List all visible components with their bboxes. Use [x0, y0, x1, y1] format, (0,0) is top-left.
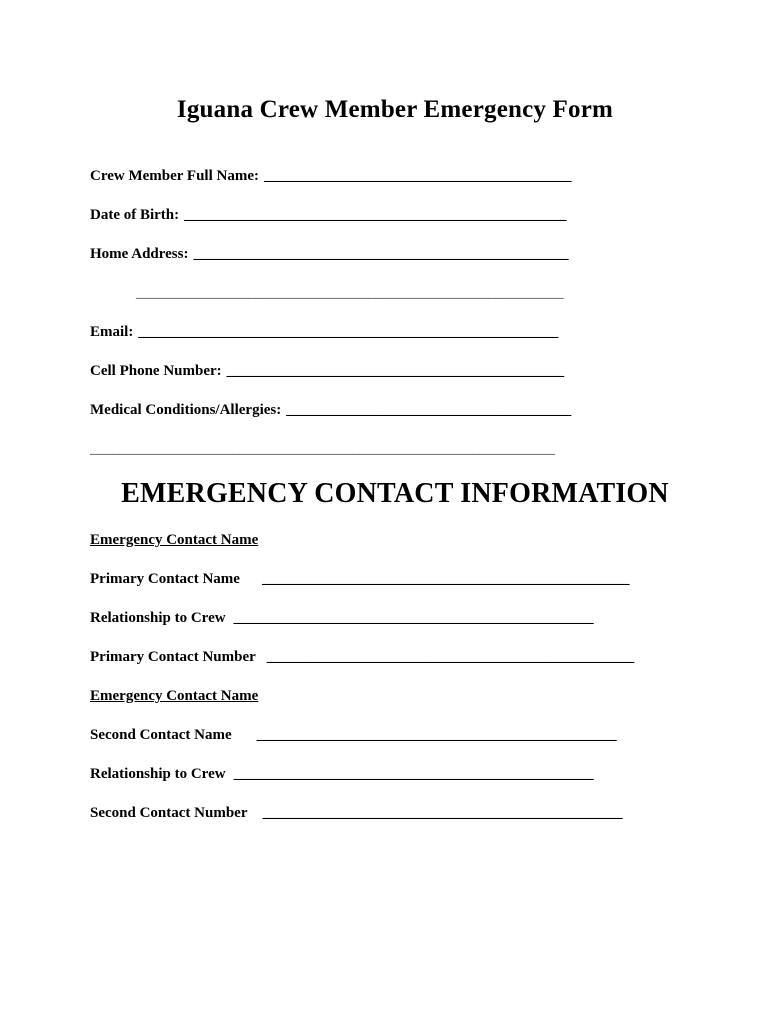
cell-phone-number-blank[interactable]: _____________________________________________ [226, 363, 565, 379]
home-address-blank[interactable]: __________________________________________________ [193, 246, 569, 262]
second-contact-number-label: Second Contact Number [90, 805, 248, 821]
date-of-birth-blank[interactable]: ___________________________________________________ [184, 207, 567, 223]
field-medical-conditions-allergies [90, 400, 700, 420]
field-email [90, 322, 700, 342]
date-of-birth-label: Date of Birth: [90, 207, 180, 223]
medical-conditions-continuation-blank[interactable]: ______________________________________________________________ [90, 441, 555, 457]
home-address-label: Home Address: [90, 246, 189, 262]
form-title: Iguana Crew Member Emergency Form [176, 96, 614, 123]
home-address-continuation-blank[interactable]: _________________________________________________________ [136, 285, 564, 301]
secondary-emergency-contact-heading: Emergency Contact Name [90, 688, 259, 704]
emergency-contact-section-heading: EMERGENCY CONTACT INFORMATION [121, 478, 669, 509]
cell-phone-number-label: Cell Phone Number: [90, 363, 222, 379]
primary-contact-number-label: Primary Contact Number [90, 649, 256, 665]
second-contact-number-blank[interactable]: ________________________________________________ [262, 805, 623, 821]
field-date-of-birth [90, 205, 700, 225]
crew-member-full-name-blank[interactable]: _________________________________________ [263, 168, 572, 184]
email-blank[interactable]: ________________________________________________________ [138, 324, 559, 340]
field-primary-contact-name [90, 569, 700, 589]
field-primary-relationship-to-crew [90, 608, 700, 628]
medical-conditions-allergies-blank[interactable]: ______________________________________ [286, 402, 572, 418]
second-relationship-to-crew-label: Relationship to Crew [90, 766, 226, 782]
primary-contact-name-label: Primary Contact Name [90, 571, 240, 587]
medical-conditions-allergies-label: Medical Conditions/Allergies: [90, 402, 282, 418]
field-home-address [90, 244, 700, 264]
field-medical-conditions-continuation [90, 439, 700, 459]
second-contact-name-blank[interactable]: ________________________________________________ [256, 727, 617, 743]
field-second-contact-number [90, 803, 700, 823]
primary-relationship-to-crew-label: Relationship to Crew [90, 610, 226, 626]
second-relationship-to-crew-blank[interactable]: ________________________________________________ [233, 766, 594, 782]
field-second-contact-name [90, 725, 700, 745]
second-contact-name-label: Second Contact Name [90, 727, 232, 743]
primary-emergency-contact-heading: Emergency Contact Name [90, 532, 259, 548]
email-label: Email: [90, 324, 134, 340]
field-second-relationship-to-crew [90, 764, 700, 784]
primary-contact-number-blank[interactable]: _________________________________________________ [266, 649, 635, 665]
primary-contact-name-blank[interactable]: _________________________________________________ [261, 571, 630, 587]
crew-member-full-name-label: Crew Member Full Name: [90, 168, 259, 184]
field-crew-member-full-name [90, 166, 700, 186]
field-home-address-continuation [90, 283, 700, 303]
field-cell-phone-number [90, 361, 700, 381]
primary-relationship-to-crew-blank[interactable]: ________________________________________________ [233, 610, 594, 626]
field-primary-contact-number [90, 647, 700, 667]
